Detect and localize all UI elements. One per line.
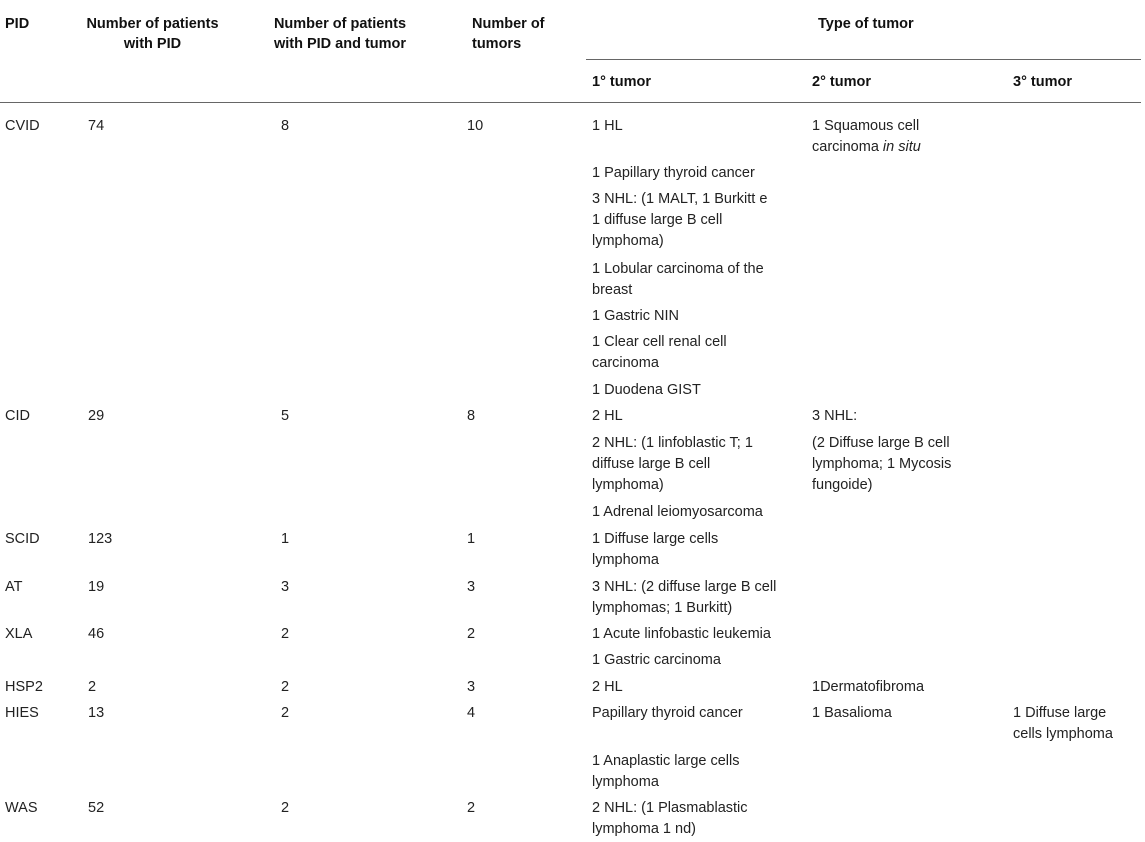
row-hies-tumors: 4 [467,705,476,721]
row-at-patients: 19 [88,579,105,595]
row-cid-t1-item: 1 Adrenal leiomyosarcoma [592,504,763,520]
row-at-pid: AT [5,579,23,595]
row-cvid-t2: 1 Squamous cell carcinoma in situ [812,118,921,155]
row-hsp2-t2: 1Dermatofibroma [812,679,925,695]
row-hsp2-patients: 2 [88,679,97,695]
row-scid-t1-item: 1 Diffuse large cells lymphoma [592,531,719,568]
header-primary-tumor: 1° tumor [592,74,651,90]
row-hsp2-with-tumor: 2 [281,679,290,695]
row-cvid-t1-item: 3 NHL: (1 MALT, 1 Burkitt e 1 diffuse large B cell lymphoma) [592,191,768,249]
row-hies-patients: 13 [88,705,105,721]
row-hsp2-pid: HSP2 [5,679,43,695]
row-scid-patients: 123 [88,531,113,547]
row-scid-pid: SCID [5,531,40,547]
row-was-patients: 52 [88,800,105,816]
header-num-tumors-line2: tumors [472,36,522,52]
row-cid-with-tumor: 5 [281,408,290,424]
header-type-of-tumor: Type of tumor [818,16,914,32]
row-hies-t3: 1 Diffuse large cells lymphoma [1013,705,1113,742]
row-at-t1-item: 3 NHL: (2 diffuse large B cell lymphomas; 1 Burkitt) [592,579,777,616]
row-cid-t1-item: 2 HL [592,408,623,424]
row-was-tumors: 2 [467,800,476,816]
header-group-divider [586,59,1141,60]
row-cvid-t1-item: 1 Lobular carcinoma of the breast [592,261,764,298]
header-num-patients [80,14,225,54]
row-cid-tumors: 8 [467,408,476,424]
row-hies-t1-item: 1 Anaplastic large cells lymphoma [592,753,740,790]
row-cvid-t1-item: 1 Papillary thyroid cancer [592,165,755,181]
row-at-with-tumor: 3 [281,579,290,595]
header-num-tumor-patients-line1: Number of patients [273,16,407,32]
row-cid-t1-item: 2 NHL: (1 linfoblastic T; 1 diffuse large B cell lymphoma) [592,435,753,493]
header-num-tumor-patients [260,14,420,54]
row-xla-with-tumor: 2 [281,626,290,642]
header-num-tumors [472,14,545,54]
row-hies-pid: HIES [5,705,39,721]
header-num-tumor-patients-line2: with PID and tumor [273,36,407,52]
row-cid-pid: CID [5,408,30,424]
row-cid-t2: 3 NHL: [812,408,858,424]
row-cvid-t1-item: 1 Clear cell renal cell carcinoma [592,334,727,371]
row-cvid-patients: 74 [88,118,105,134]
row-cvid-with-tumor: 8 [281,118,290,134]
row-at-tumors: 3 [467,579,476,595]
row-scid-with-tumor: 1 [281,531,290,547]
row-hies-t2: 1 Basalioma [812,705,892,721]
row-xla-patients: 46 [88,626,105,642]
row-scid-tumors: 1 [467,531,476,547]
header-secondary-tumor: 2° tumor [812,74,871,90]
row-cvid-t1-item: 1 Gastric NIN [592,308,680,324]
header-pid: PID [5,16,30,32]
row-hies-t1-item: Papillary thyroid cancer [592,705,743,721]
row-cvid-t1-item: 1 HL [592,118,623,134]
row-hsp2-tumors: 3 [467,679,476,695]
row-was-t1-item: 2 NHL: (1 Plasmablastic lymphoma 1 nd) [592,800,748,837]
row-cvid-tumors: 10 [467,118,484,134]
row-xla-tumors: 2 [467,626,476,642]
row-xla-pid: XLA [5,626,33,642]
row-hsp2-t1-item: 2 HL [592,679,623,695]
header-bottom-rule [0,102,1141,103]
header-num-tumors-line1: Number of [472,16,545,32]
row-cid-t2: (2 Diffuse large B cell lymphoma; 1 Mycosis fungoide) [812,435,952,493]
row-xla-t1-item: 1 Acute linfobastic leukemia [592,626,771,642]
header-num-patients-line1: Number of patients [86,16,219,32]
row-cvid-t1-item: 1 Duodena GIST [592,382,701,398]
row-was-pid: WAS [5,800,38,816]
header-tertiary-tumor: 3° tumor [1013,74,1072,90]
row-xla-t1-item: 1 Gastric carcinoma [592,652,721,668]
row-hies-with-tumor: 2 [281,705,290,721]
row-cvid-pid: CVID [5,118,40,134]
row-was-with-tumor: 2 [281,800,290,816]
row-cid-patients: 29 [88,408,105,424]
header-num-patients-line2: with PID [123,36,182,52]
